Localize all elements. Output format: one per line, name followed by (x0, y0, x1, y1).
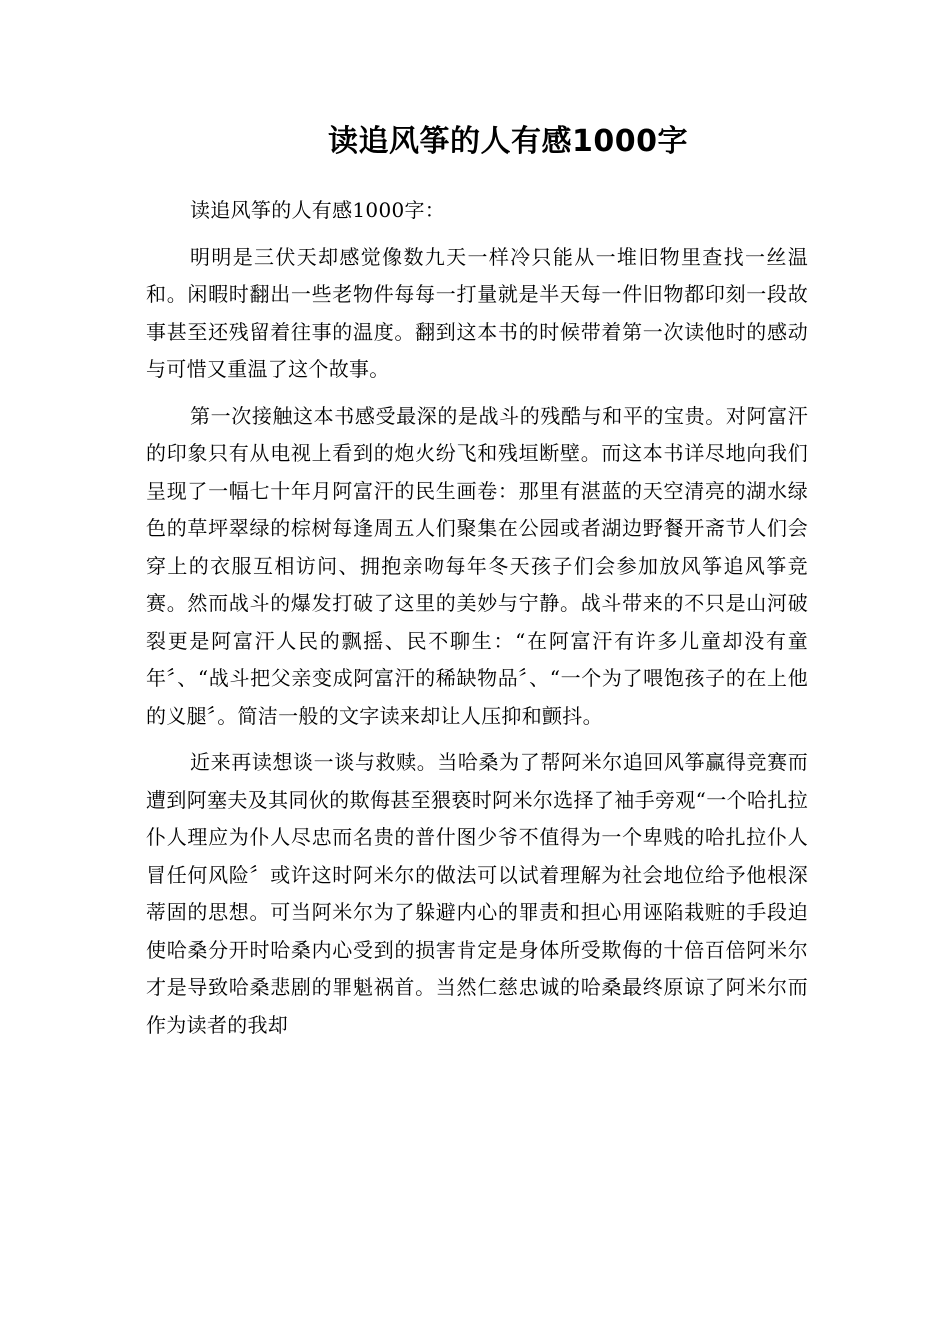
paragraph-2: 第一次接触这本书感受最深的是战斗的残酷与和平的宝贵。对阿富汗的印象只有从电视上看到的炮火纷飞和残垣断壁。而这本书详尽地向我们呈现了一幅七十年月阿富汗的民生画卷：那里有湛蓝的天空清亮的湖水绿色的草坪翠绿的棕树每逢周五人们聚集在公园或者湖边野餐开斋节人们会穿上的衣服互相访问、拥抱亲吻每年冬天孩子们会参加放风筝追风筝竞赛。然而战斗的爆发打破了这里的美妙与宁静。战斗带来的不只是山河破裂更是阿富汗人民的飘摇、民不聊生：“在阿富汗有许多儿童却没有童年〞、“战斗把父亲变成阿富汗的稀缺物品〞、“一个为了喂饱孩子的在上他的义腿〞。简洁一般的文字读来却让人压抑和颤抖。 (146, 403, 808, 728)
document-title: 读追风筝的人有感1000字 (328, 124, 688, 159)
document-body (146, 192, 808, 1044)
intro-paragraph: 读追风筝的人有感1000字： (190, 198, 446, 222)
paragraph-3: 近来再读想谈一谈与救赎。当哈桑为了帮阿米尔追回风筝赢得竞赛而遭到阿塞夫及其同伙的欺侮甚至猥亵时阿米尔选择了袖手旁观“一个哈扎拉仆人理应为仆人尽忠而名贵的普什图少爷不值得为一个卑贱的哈扎拉仆人冒任何风险〞或许这时阿米尔的做法可以试着理解为社会地位给予他根深蒂固的思想。可当阿米尔为了躲避内心的罪责和担心用诬陷栽赃的手段迫使哈桑分开时哈桑内心受到的损害肯定是身体所受欺侮的十倍百倍阿米尔才是导致哈桑悲剧的罪魁祸首。当然仁慈忠诚的哈桑最终原谅了阿米尔而作为读者的我却 (146, 750, 808, 1037)
paragraph-1: 明明是三伏天却感觉像数九天一样冷只能从一堆旧物里查找一丝温和。闲暇时翻出一些老物件每每一打量就是半天每一件旧物都印刻一段故事甚至还残留着往事的温度。翻到这本书的时候带着第一次读他时的感动与可惜又重温了这个故事。 (146, 244, 808, 381)
